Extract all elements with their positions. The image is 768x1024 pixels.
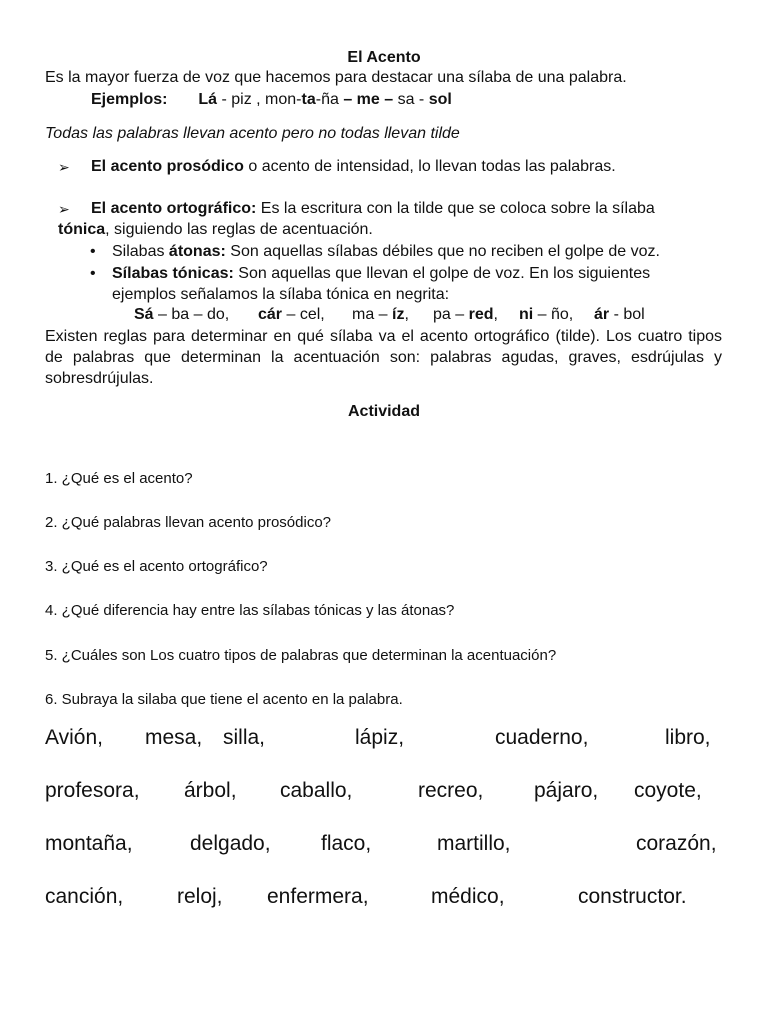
word-item: caballo, <box>280 779 353 802</box>
question-1: 1. ¿Qué es el acento? <box>45 470 193 487</box>
word-item: corazón, <box>636 832 717 855</box>
word-item: Avión, <box>45 726 103 749</box>
rules-paragraph: Existen reglas para determinar en qué sílaba va el acento ortográfico (tilde). Los cuatro tipos de palabras que determinan la acentuación son: palabras agudas, graves, esdrújulas y sobresdrújulas. <box>45 328 722 387</box>
word-item: profesora, <box>45 779 140 802</box>
question-2: 2. ¿Qué palabras llevan acento prosódico? <box>45 514 332 531</box>
word-item: delgado, <box>190 832 271 855</box>
syllable-example-2: cár – cel, <box>258 306 325 323</box>
question-4: 4. ¿Qué diferencia hay entre las sílabas tónicas y las átonas? <box>45 602 455 619</box>
word-item: reloj, <box>177 885 223 908</box>
word-item: árbol, <box>184 779 237 802</box>
dot-bullet-icon: • <box>90 265 96 282</box>
orthographic-item-line1: El acento ortográfico: Es la escritura con la tilde que se coloca sobre la sílaba <box>91 200 655 217</box>
activity-title: Actividad <box>347 403 420 420</box>
word-item: pájaro, <box>534 779 599 802</box>
word-item: constructor. <box>578 885 687 908</box>
arrow-bullet-icon: ➢ <box>58 159 70 175</box>
examples-label: Ejemplos: <box>91 91 168 108</box>
question-5: 5. ¿Cuáles son Los cuatro tipos de palabras que determinan la acentuación? <box>45 647 557 664</box>
word-item: recreo, <box>418 779 484 802</box>
word-item: martillo, <box>437 832 511 855</box>
word-item: enfermera, <box>267 885 369 908</box>
orthographic-item-line2: tónica, siguiendo las reglas de acentuación. <box>58 221 373 238</box>
word-item: cuaderno, <box>495 726 589 749</box>
word-item: montaña, <box>45 832 133 855</box>
word-item: canción, <box>45 885 124 908</box>
word-item: lápiz, <box>355 726 405 749</box>
tonicas-item-line2: ejemplos señalamos la sílaba tónica en negrita: <box>112 286 450 303</box>
atonas-item: Silabas átonas: Son aquellas sílabas débiles que no reciben el golpe de voz. <box>112 243 660 260</box>
word-item: mesa, <box>145 726 203 749</box>
document-title: El Acento <box>347 49 421 66</box>
word-item: coyote, <box>634 779 702 802</box>
tonicas-item-line1: Sílabas tónicas: Son aquellas que llevan el golpe de voz. En los siguientes <box>112 265 651 282</box>
syllable-example-5: ni – ño, <box>519 306 574 323</box>
arrow-bullet-icon: ➢ <box>58 201 70 217</box>
word-item: silla, <box>223 726 266 749</box>
italic-statement: Todas las palabras llevan acento pero no todas llevan tilde <box>45 125 460 142</box>
dot-bullet-icon: • <box>90 243 96 260</box>
syllable-example-4: pa – red, <box>433 306 498 323</box>
word-item: flaco, <box>321 832 372 855</box>
word-item: médico, <box>431 885 505 908</box>
question-3: 3. ¿Qué es el acento ortográfico? <box>45 558 268 575</box>
syllable-example-3: ma – íz, <box>352 306 409 323</box>
syllable-example-6: ár - bol <box>594 306 645 323</box>
intro-text: Es la mayor fuerza de voz que hacemos para destacar una sílaba de una palabra. <box>45 69 627 86</box>
question-6: 6. Subraya la silaba que tiene el acento en la palabra. <box>45 691 403 708</box>
syllable-example-1: Sá – ba – do, <box>134 306 230 323</box>
word-item: libro, <box>665 726 711 749</box>
examples-line: Ejemplos: Lá - piz , mon-ta-ña – me – sa - sol <box>91 91 452 108</box>
prosodic-item: El acento prosódico o acento de intensidad, lo llevan todas las palabras. <box>91 158 616 175</box>
